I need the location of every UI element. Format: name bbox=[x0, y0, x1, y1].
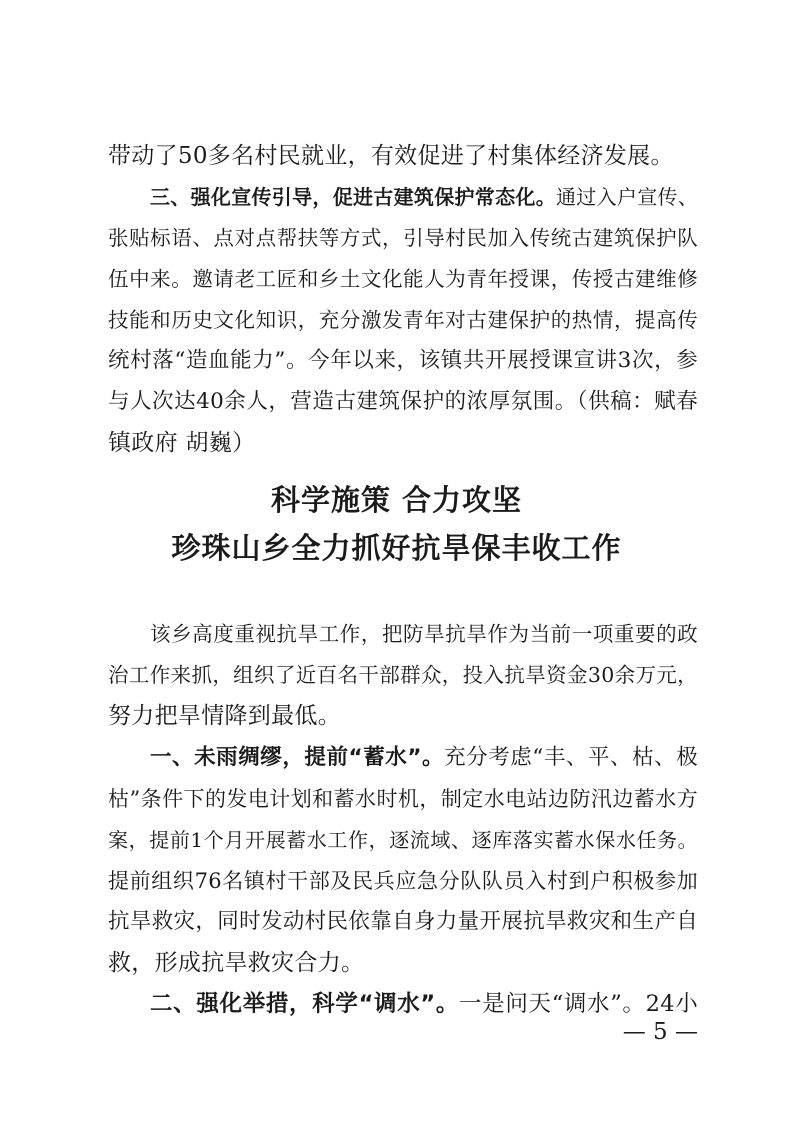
body-line: 该乡高度重视抗旱工作，把防旱抗旱作为当前一项重要的政 bbox=[150, 622, 698, 646]
item-1-line bbox=[150, 744, 698, 772]
item-2-line bbox=[150, 990, 698, 1018]
item-3-text: 通过入户宣传、 bbox=[556, 185, 699, 209]
body-line: 张贴标语、点对点帮扶等方式，引导村民加入传统古建筑保护队 bbox=[108, 226, 698, 250]
body-line: 统村落“造血能力”。今年以来，该镇共开展授课宣讲3次，参 bbox=[108, 348, 698, 373]
body-line: 带动了50多名村民就业，有效促进了村集体经济发展。 bbox=[108, 143, 674, 169]
body-line: 与人次达40余人，营造古建筑保护的浓厚氛围。（供稿：赋春 bbox=[108, 389, 698, 414]
body-line: 案，提前1个月开展蓄水工作，逐流域、逐库落实蓄水保水任务。 bbox=[108, 828, 698, 852]
body-line: 镇政府 胡巍） bbox=[108, 430, 256, 456]
item-1-text: 充分考虑“丰、平、枯、极 bbox=[444, 745, 699, 770]
item-2-text: 一是问天“调水”。24小 bbox=[459, 991, 698, 1017]
article-title-line-2: 珍珠山乡全力抓好抗旱保丰收工作 bbox=[171, 531, 622, 565]
body-line: 枯”条件下的发电计划和蓄水时机，制定水电站边防汛边蓄水方 bbox=[108, 787, 698, 811]
page-number: — 5 — bbox=[622, 1019, 698, 1045]
body-line: 抗旱救灾，同时发动村民依靠自身力量开展抗旱救灾和生产自 bbox=[108, 909, 698, 934]
body-line: 技能和历史文化知识，充分激发青年对古建保护的热情，提高传 bbox=[108, 308, 698, 332]
item-1-heading: 一、未雨绸缪，提前“蓄水”。 bbox=[150, 745, 445, 770]
item-2-heading: 二、强化举措，科学“调水”。 bbox=[150, 991, 460, 1017]
body-line: 治工作来抓，组织了近百名干部群众，投入抗旱资金30余万元， bbox=[108, 663, 698, 687]
body-line: 伍中来。邀请老工匠和乡土文化能人为青年授课，传授古建维修 bbox=[108, 267, 698, 291]
body-line: 提前组织76名镇村干部及民兵应急分队队员入村到户积极参加 bbox=[108, 869, 698, 893]
item-3-line bbox=[150, 183, 698, 211]
body-line: 救，形成抗旱救灾合力。 bbox=[108, 950, 365, 976]
item-3-heading: 三、强化宣传引导，促进古建筑保护常态化。 bbox=[150, 185, 556, 209]
article-title-line-1: 科学施策 合力攻坚 bbox=[270, 483, 523, 517]
body-line: 努力把旱情降到最低。 bbox=[108, 703, 341, 729]
